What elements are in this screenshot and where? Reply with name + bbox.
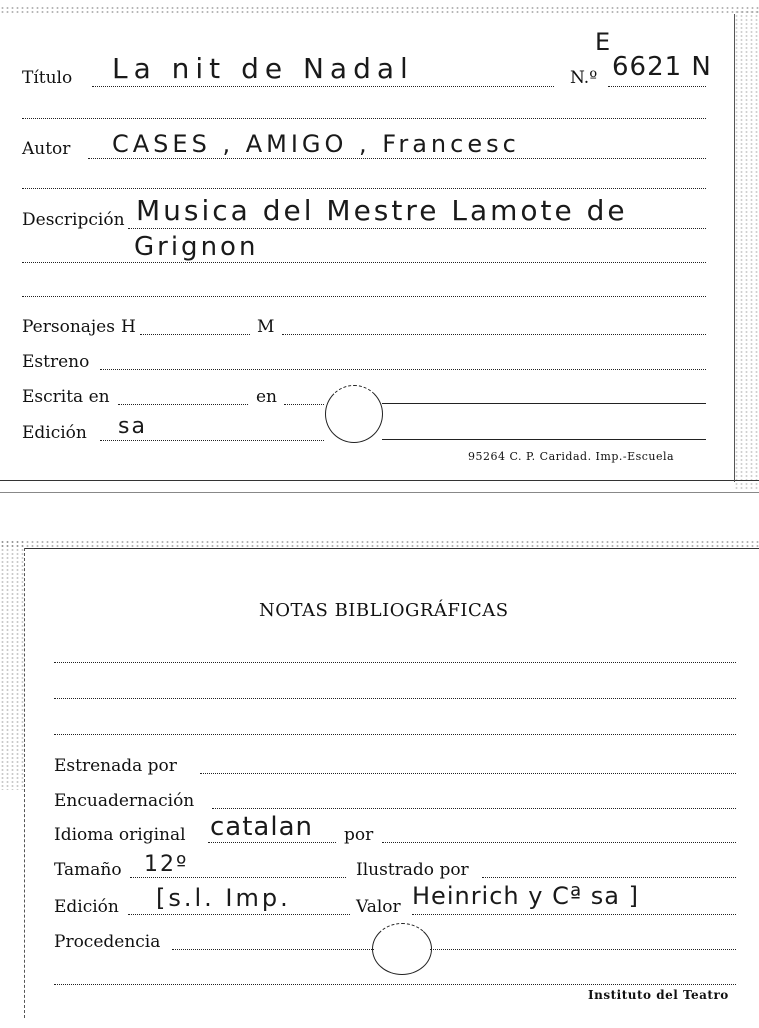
procedencia-label: Procedencia [54,932,161,952]
edicion2-line [128,914,350,915]
titulo-label: Título [22,68,73,88]
en-label: en [256,387,278,407]
edicion-line-b [382,439,706,440]
idioma-label: Idioma original [54,825,186,845]
por-label: por [344,825,374,845]
numero-prefix: E [595,28,613,56]
punch-hole-mark [325,385,383,443]
catalog-card-front [0,0,759,495]
titulo-value: La nit de Nadal [112,52,414,85]
notas-line-3 [54,734,736,735]
ilustrado-line [482,877,736,878]
procedencia-line-a [172,949,374,950]
ilustrado-label: Ilustrado por [356,860,469,880]
scan-noise-left-2 [0,540,24,790]
edicion-value: sa [118,414,147,439]
descripcion-label: Descripción [22,210,125,230]
card-separator [0,492,759,493]
scan-noise-right [734,10,759,490]
punch-hole-mark-2 [372,923,432,975]
card2-border-left [24,548,25,1018]
numero-label: N.º [570,68,598,88]
scan-noise-top [0,6,759,14]
en-line-b [382,403,706,404]
card2-border-top [24,548,759,549]
estrenada-label: Estrenada por [54,756,177,776]
idioma-value: catalan [210,812,313,842]
procedencia-line-b [430,949,736,950]
autor-value: CASES , AMIGO , Francesc [112,130,520,158]
por-line [382,842,736,843]
m-line [282,334,706,335]
descripcion-line-1 [128,228,706,229]
personajes-label: Personajes [22,317,115,337]
titulo-line [92,86,554,87]
edicion-line-a [100,440,324,441]
valor-value: Heinrich y Cª sa ] [412,882,639,910]
descripcion-value-1: Musica del Mestre Lamote de [136,194,628,227]
escrita-line [118,404,248,405]
encuadernacion-line [212,808,736,809]
descripcion-value-2: Grignon [134,232,259,262]
card1-footer: 95264 C. P. Caridad. Imp.-Escuela [468,450,675,463]
h-label: H [121,317,136,337]
edicion2-value: [s.l. Imp. [156,884,291,912]
card-border-bottom [0,480,759,481]
autor-line [88,158,706,159]
edicion-label: Edición [22,423,87,443]
numero-value: 6621 N [612,52,712,82]
estreno-label: Estreno [22,352,90,372]
blank-line-1 [22,118,706,119]
catalog-card-back [0,530,759,1028]
tamano-value: 12º [144,852,189,877]
escrita-label: Escrita en [22,387,110,407]
encuadernacion-label: Encuadernación [54,791,195,811]
tamano-line [130,877,346,878]
edicion2-label: Edición [54,897,119,917]
estrenada-line [200,773,736,774]
tamano-label: Tamaño [54,860,122,880]
valor-line [412,914,736,915]
m-label: M [257,317,275,337]
en-line-a [284,404,324,405]
blank-line-3 [22,296,706,297]
estreno-line [100,369,706,370]
idioma-line [208,842,336,843]
card2-footer: Instituto del Teatro [588,988,729,1002]
card2-title: NOTAS BIBLIOGRÁFICAS [259,600,509,621]
scan-noise-top-2 [0,540,759,548]
autor-label: Autor [22,139,71,159]
valor-label: Valor [356,897,401,917]
blank-line-2 [22,188,706,189]
descripcion-line-2 [22,262,706,263]
notas-line-2 [54,698,736,699]
numero-line [608,86,706,87]
notas-line-1 [54,662,736,663]
card-border-right [734,14,735,482]
h-line [140,334,250,335]
notas-line-bottom [54,984,736,985]
